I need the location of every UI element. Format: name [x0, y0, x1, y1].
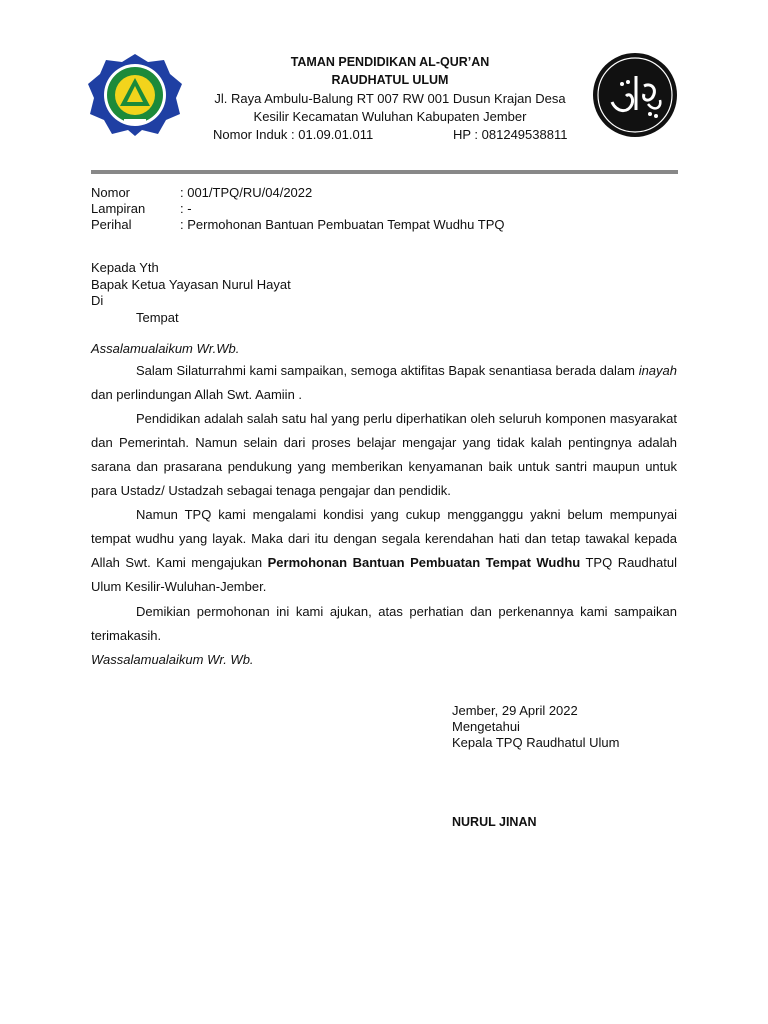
paragraph-3-text-b: TPQ Raudhatul Ulum Kesilir-Wuluhan-Jember. — [91, 555, 677, 594]
paragraph-1-text-b: dan perlindungan Allah Swt. Aamiin . — [91, 387, 303, 402]
arabic-calligraphy-icon — [592, 52, 678, 138]
recipient-line-3: Di — [91, 293, 104, 308]
address-line-1: Jl. Raya Ambulu-Balung RT 007 RW 001 Dusun Krajan Desa — [214, 91, 566, 106]
ref-perihal-value: : Permohonan Bantuan Pembuatan Tempat Wudhu TPQ — [180, 217, 505, 232]
paragraph-1 — [91, 359, 677, 407]
paragraph-4-text: Demikian permohonan ini kami ajukan, atas perhatian dan perkenannya kami sampaikan terimakasih. — [91, 604, 677, 643]
ref-lampiran-value: : - — [180, 201, 192, 216]
signature-position: Kepala TPQ Raudhatul Ulum — [452, 735, 620, 750]
paragraph-3 — [91, 503, 677, 599]
phone-number: HP : 081249538811 — [453, 127, 568, 142]
ref-perihal-label: Perihal — [91, 217, 132, 232]
org-subname: RAUDHATUL ULUM — [331, 73, 449, 87]
recipient-line-4: Tempat — [136, 310, 179, 325]
registration-number: Nomor Induk : 01.09.01.011 — [213, 127, 374, 142]
greeting: Assalamualaikum Wr.Wb. — [91, 341, 240, 356]
recipient-line-2: Bapak Ketua Yayasan Nurul Hayat — [91, 277, 291, 292]
paragraph-2-text: Pendidikan adalah salah satu hal yang perlu diperhatikan oleh seluruh komponen masyarakat dan Pemerintah. Namun selain dari proses belajar mengajar yang tidak kalah pentingnya adalah sarana dan prasarana pendukung yang memberikan kenyamanan baik untuk santri maupun untuk para Ustadz/ Ustadzah sebagai tenaga pengajar dan pendidik. — [91, 411, 677, 498]
ref-nomor-label: Nomor — [91, 185, 131, 200]
paragraph-4 — [91, 600, 677, 648]
org-name: TAMAN PENDIDIKAN AL-QUR’AN — [290, 55, 490, 69]
address-line-2: Kesilir Kecamatan Wuluhan Kabupaten Jember — [253, 109, 527, 124]
paragraph-2 — [91, 407, 677, 503]
ref-lampiran-label: Lampiran — [91, 201, 146, 216]
paragraph-3-bold: Permohonan Bantuan Pembuatan Tempat Wudhu — [267, 555, 581, 570]
letterhead-divider — [91, 170, 678, 174]
paragraph-1-italic: inayah — [638, 363, 677, 378]
registration-line — [213, 127, 593, 145]
ref-nomor-value: : 001/TPQ/RU/04/2022 — [180, 185, 313, 200]
shield-emblem-icon — [86, 52, 184, 138]
paragraph-3-text-a: Namun TPQ kami mengalami kondisi yang cukup mengganggu yakni belum mempunyai tempat wudhu yang layak. Maka dari itu dengan segala kerendahan hati dan tetap tawakal kepada Allah Swt. Kami mengajukan — [91, 507, 677, 570]
paragraph-1-text-a: Salam Silaturrahmi kami sampaikan, semoga aktifitas Bapak senantiasa berada dalam — [136, 363, 636, 378]
recipient-line-1: Kepada Yth — [91, 260, 159, 275]
signature-name: NURUL JINAN — [452, 815, 537, 829]
closing-salutation: Wassalamualaikum Wr. Wb. — [91, 652, 254, 667]
signature-place-date: Jember, 29 April 2022 — [452, 703, 578, 718]
signature-acknowledge: Mengetahui — [452, 719, 520, 734]
